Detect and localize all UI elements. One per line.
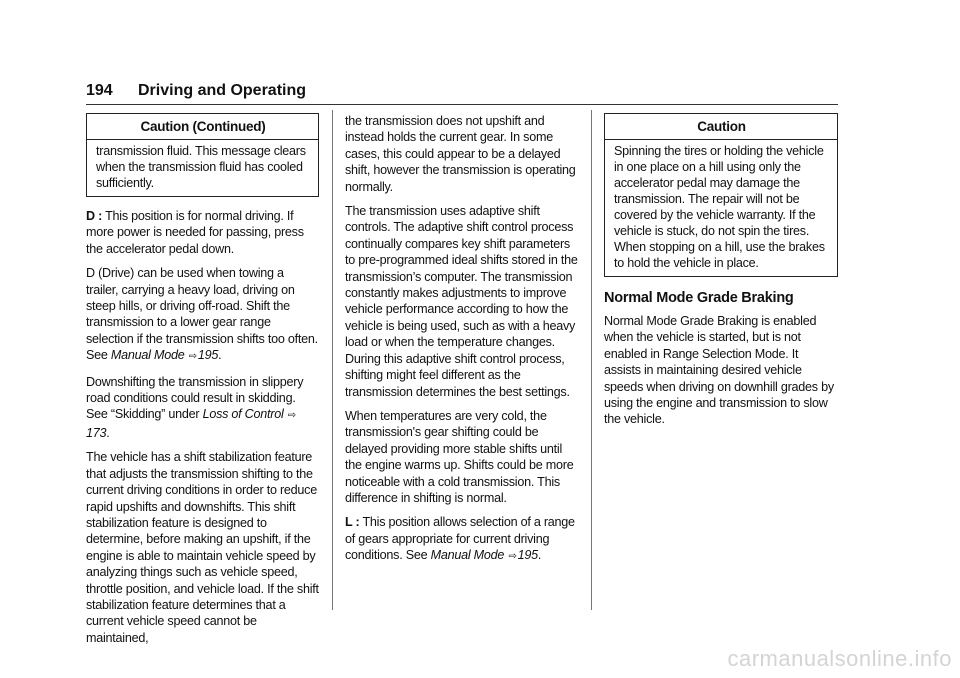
caution-title: Caution xyxy=(697,119,746,134)
downshifting-text: Downshifting the transmission in slippery road conditions could result in skidding. See “Skidding” under xyxy=(86,374,304,422)
caution-title-rule xyxy=(87,139,318,140)
column-2 xyxy=(345,113,578,566)
caution-continued-title: Caution (Continued) xyxy=(140,119,266,134)
caution-continued-box xyxy=(86,113,319,197)
manual-mode-page-ref[interactable]: 195 xyxy=(197,348,219,363)
column-3 xyxy=(604,113,838,428)
shift-stabilization-paragraph: The vehicle has a shift stabilization feature that adjusts the transmission shifting to the current driving conditions in order to reduce rapid upshifts and downshifts. This shift stabilization feature is designed to determine, before making an upshift, if the engine is able to maintain vehicle speed by analyzing things such as vehicle speed, throttle position, and vehicle load. If the shift stabilization feature determines that a current vehicle speed cannot be maintained, xyxy=(86,450,319,645)
low-text: This position allows selection of a range of gears appropriate for current driving conditions. See xyxy=(345,515,575,563)
loss-of-control-link[interactable]: Loss of Control xyxy=(202,407,284,422)
low-position-paragraph xyxy=(345,514,578,565)
column-divider-1 xyxy=(332,110,333,610)
watermark: carmanualsonline.info xyxy=(727,646,952,671)
downshifting-paragraph xyxy=(86,374,319,442)
caution-title-rule xyxy=(605,139,837,140)
loss-of-control-page-ref[interactable]: 173 xyxy=(86,425,107,440)
manual-mode-page-ref[interactable]: 195 xyxy=(517,548,538,563)
drive-text: This position is for normal driving. If more power is needed for passing, press the accelerator pedal down. xyxy=(86,209,304,256)
period: . xyxy=(218,348,222,363)
drive-usage-text: D (Drive) can be used when towing a trailer, carrying a heavy load, driving on steep hills, or driving off-road. Shift the transmission to a lower gear range selection if the transmission shifts too often. See xyxy=(86,266,318,363)
caution-body: Spinning the tires or holding the vehicle in one place on a hill using only the accelerator pedal may damage the transmission. The repair will not be covered by the vehicle warranty. If the vehicle is stuck, do not spin the tires. When stopping on a hill, use the brakes to hold the vehicle in place. xyxy=(614,144,825,270)
page-ref-arrow-icon: ⇨ xyxy=(287,410,296,422)
manual-mode-link[interactable]: Manual Mode xyxy=(430,548,505,563)
drive-usage-paragraph xyxy=(86,265,319,365)
period: . xyxy=(537,548,542,563)
section-title: Driving and Operating xyxy=(138,82,307,99)
manual-mode-link[interactable]: Manual Mode xyxy=(110,348,185,363)
drive-position-paragraph xyxy=(86,208,319,257)
cold-temperature-paragraph: When temperatures are very cold, the transmission's gear shifting could be delayed providing more stable shifts until the engine warms up. Shifts could be more noticeable with a cold transmission. This difference in shifting is normal. xyxy=(345,408,574,505)
column-divider-2 xyxy=(591,110,592,610)
page-ref-arrow-icon: ⇨ xyxy=(188,351,197,363)
adaptive-shift-paragraph: The transmission uses adaptive shift controls. The adaptive shift control process continually compares key shift parameters to pre-programmed ideal shifts stored in the transmission’s computer. The transmission constantly makes adjustments to improve vehicle performance according to how the vehicle is being used, such as with a heavy load or when the temperature changes. During this adaptive shift control process, shifting might feel different as the transmission determines the best settings. xyxy=(345,204,578,399)
header-rule xyxy=(86,104,838,105)
caution-box xyxy=(604,113,838,277)
low-term: L : xyxy=(345,515,360,530)
page-ref-arrow-icon: ⇨ xyxy=(508,551,517,563)
page-header xyxy=(86,82,838,104)
page-number: 194 xyxy=(86,82,113,99)
grade-braking-paragraph: Normal Mode Grade Braking is enabled when the vehicle is started, but is not enabled in Range Selection Mode. It assists in maintaining desired vehicle speeds when driving on downhill grades by using the engine and transmission to slow the vehicle. xyxy=(604,314,834,427)
upshift-paragraph: the transmission does not upshift and instead holds the current gear. In some cases, this could appear to be a delayed shift, however the transmission is operating normally. xyxy=(345,114,576,194)
column-1 xyxy=(86,113,319,646)
period: . xyxy=(106,425,110,440)
drive-term: D : xyxy=(86,209,103,223)
caution-continued-body: transmission fluid. This message clears when the transmission fluid has cooled sufficiently. xyxy=(96,144,306,190)
grade-braking-heading: Normal Mode Grade Braking xyxy=(604,290,794,306)
